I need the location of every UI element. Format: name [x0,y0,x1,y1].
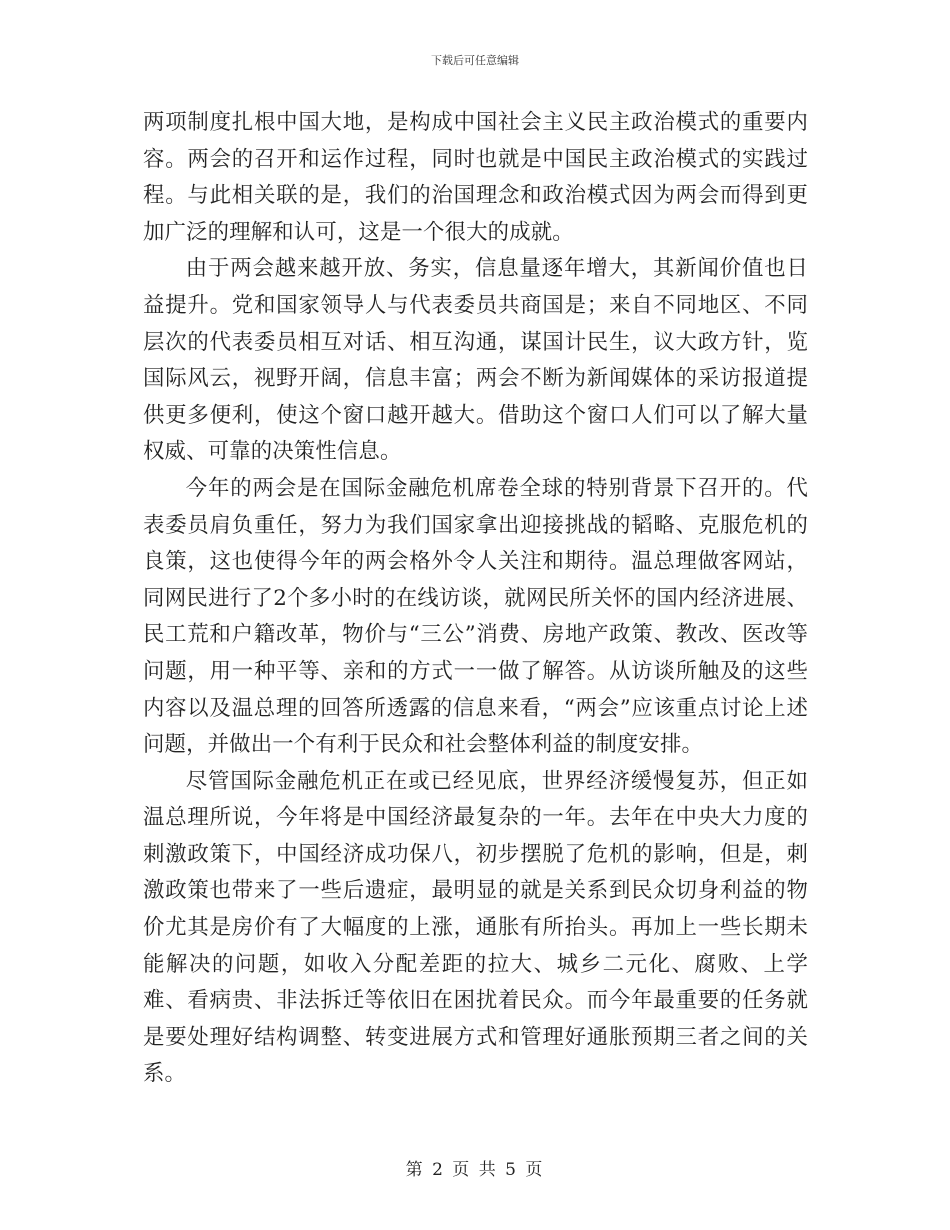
page-header: 下载后可任意编辑 [431,54,519,67]
paragraph-4: 尽管国际金融危机正在或已经见底，世界经济缓慢复苏，但正如温总理所说，今年将是中国经济最复杂的一年。去年在中央大力度的刺激政策下，中国经济成功保八，初步摆脱了危机的影响，但是，刺激政策也带来了一些后遗症，最明显的就是关系到民众切身利益的物价尤其是房价有了大幅度的上涨，通胀有所抬头。再加上一些长期未能解决的问题，如收入分配差距的拉大、城乡二元化、腐败、上学难、看病贵、非法拆迁等依旧在困扰着民众。而今年最重要的任务就是要处理好结构调整、转变进展方式和管理好通胀预期三者之间的关系。 [143,768,808,1087]
paragraph-1: 两项制度扎根中国大地，是构成中国社会主义民主政治模式的重要内容。两会的召开和运作过程，同时也就是中国民主政治模式的实践过程。与此相关联的是，我们的治国理念和政治模式因为两会而得到更加广泛的理解和认可，这是一个很大的成就。 [143,110,808,245]
document-body [143,105,808,1093]
paragraph-3: 今年的两会是在国际金融危机席卷全球的特别背景下召开的。代表委员肩负重任，努力为我们国家拿出迎接挑战的韬略、克服危机的良策，这也使得今年的两会格外令人关注和期待。温总理做客网站，同网民进行了2个多小时的在线访谈，就网民所关怀的国内经济进展、民工荒和户籍改革，物价与“三公”消费、房地产政策、教改、医改等问题，用一种平等、亲和的方式一一做了解答。从访谈所触及的这些内容以及温总理的回答所透露的信息来看，“两会”应该重点讨论上述问题，并做出一个有利于民众和社会整体利益的制度安排。 [143,475,808,758]
paragraph-2: 由于两会越来越开放、务实，信息量逐年增大，其新闻价值也日益提升。党和国家领导人与代表委员共商国是；来自不同地区、不同层次的代表委员相互对话、相互沟通，谋国计民生，议大政方针，览国际风云，视野开阔，信息丰富；两会不断为新闻媒体的采访报道提供更多便利，使这个窗口越开越大。借助这个窗口人们可以了解大量权威、可靠的决策性信息。 [143,256,808,465]
page-number-footer: 第 2 页 共 5 页 [405,1160,545,1180]
